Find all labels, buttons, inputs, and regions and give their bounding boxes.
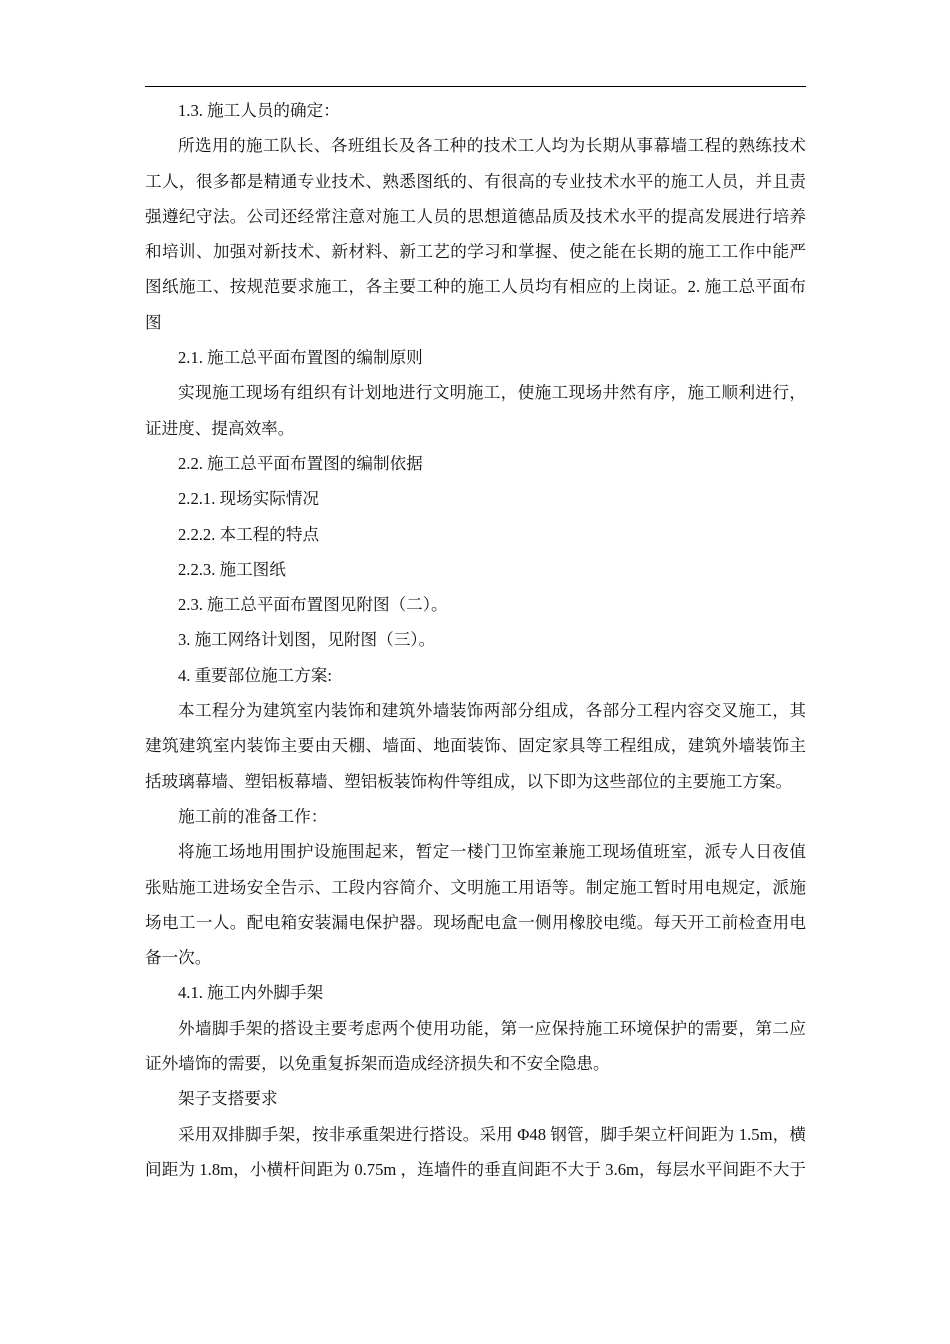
text-line: 施工前的准备工作： xyxy=(178,806,328,826)
text-line: 备一次。 xyxy=(145,948,212,968)
header-rule xyxy=(145,86,806,87)
text-line: 4.1. 施工内外脚手架 xyxy=(178,983,324,1003)
text-line: 1.3. 施工人员的确定： xyxy=(178,101,340,120)
text-line: 张贴施工进场安全告示、工段内容简介、文明施工用语等。制定施工暂时用电规定，派施 xyxy=(145,877,806,897)
text-line: 所选用的施工队长、各班组长及各工种的技术工人均为长期从事幕墙工程的熟练技术 xyxy=(178,136,806,156)
text-line: 图纸施工、按规范要求施工，各主要工种的施工人员均有相应的上岗证。2. 施工总平面布 xyxy=(145,277,806,297)
text-line: 建筑建筑室内装饰主要由天棚、墙面、地面装饰、固定家具等工程组成，建筑外墙装饰主 xyxy=(145,736,806,756)
text-line: 和培训、加强对新技术、新材料、新工艺的学习和掌握、使之能在长期的施工工作中能严 xyxy=(145,242,806,262)
text-line: 2.3. 施工总平面布置图见附图（二）。 xyxy=(178,595,448,615)
text-line: 括玻璃幕墙、塑铝板幕墙、塑铝板装饰构件等组成，以下即为这些部位的主要施工方案。 xyxy=(145,771,793,791)
text-line: 实现施工现场有组织有计划地进行文明施工，使施工现场井然有序，施工顺利进行， xyxy=(178,383,806,403)
text-line: 外墙脚手架的搭设主要考虑两个使用功能，第一应保持施工环境保护的需要，第二应 xyxy=(178,1018,806,1038)
text-line: 4. 重要部位施工方案: xyxy=(178,665,332,685)
text-line: 场电工一人。配电箱安装漏电保护器。现场配电盒一侧用橡胶电缆。每天开工前检查用电 xyxy=(145,912,806,932)
text-line: 图 xyxy=(145,312,162,332)
text-line: 工人，很多都是精通专业技术、熟悉图纸的、有很高的专业技术水平的施工人员，并且责 xyxy=(145,171,806,191)
text-line: 2.2.2. 本工程的特点 xyxy=(178,524,320,544)
text-line: 2.1. 施工总平面布置图的编制原则 xyxy=(178,348,423,368)
text-line: 2.2.3. 施工图纸 xyxy=(178,559,286,579)
text-line: 采用双排脚手架，按非承重架进行搭设。采用 Φ48 钢管，脚手架立杆间距为 1.5m，横 xyxy=(178,1124,806,1144)
text-line: 间距为 1.8m，小横杆间距为 0.75m ，连墙件的垂直间距不大于 3.6m，每层水平间距不大于 xyxy=(145,1159,806,1179)
text-line: 强遵纪守法。公司还经常注意对施工人员的思想道德品质及技术水平的提高发展进行培养 xyxy=(145,206,806,226)
text-line: 架子支搭要求 xyxy=(178,1089,278,1109)
text-line: 2.2. 施工总平面布置图的编制依据 xyxy=(178,453,423,473)
text-line: 证外墙饰的需要，以免重复拆架而造成经济损失和不安全隐患。 xyxy=(145,1054,610,1074)
document-body xyxy=(145,93,806,1187)
text-line: 将施工场地用围护设施围起来，暂定一楼门卫饰室兼施工现场值班室，派专人日夜值 xyxy=(178,842,806,862)
text-line: 证进度、提高效率。 xyxy=(145,418,295,438)
text-line: 3. 施工网络计划图，见附图（三）。 xyxy=(178,630,436,650)
text-line: 2.2.1. 现场实际情况 xyxy=(178,489,320,509)
text-line: 本工程分为建筑室内装饰和建筑外墙装饰两部分组成，各部分工程内容交叉施工，其 xyxy=(178,701,806,721)
